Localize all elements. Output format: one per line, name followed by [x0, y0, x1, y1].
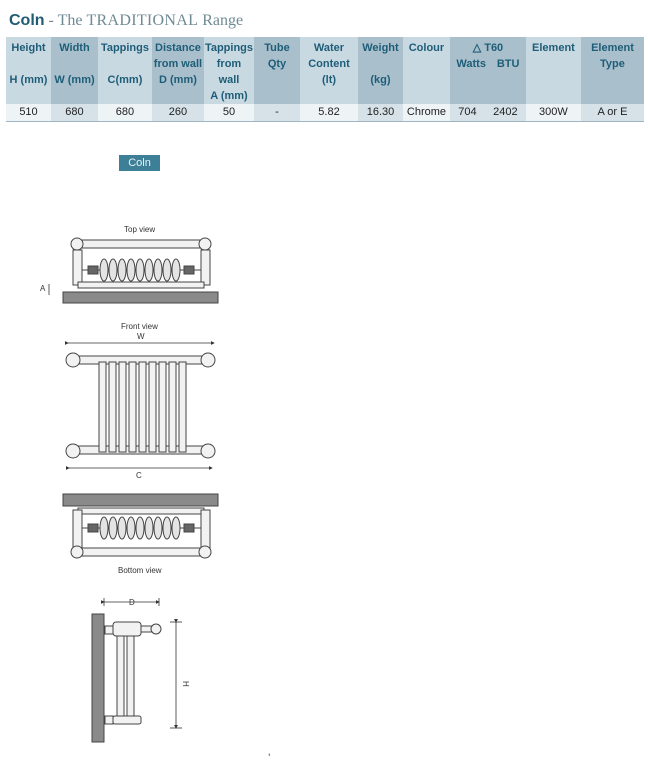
- col-weight: Weight (kg): [358, 37, 403, 104]
- col-tappings: Tappings C(mm): [98, 37, 152, 104]
- label-bottom-view: Bottom view: [118, 566, 162, 575]
- product-tag: Coln: [119, 155, 160, 171]
- col-element: Element: [526, 37, 581, 104]
- cell-distance: 260: [152, 104, 204, 122]
- cell-t60: 704 2402: [450, 104, 526, 122]
- cell-element: 300W: [526, 104, 581, 122]
- col-tappings-wall: Tappings from wall A (mm): [204, 37, 254, 104]
- front-view-drawing: [66, 353, 215, 458]
- col-distance: Distance from wall D (mm): [152, 37, 204, 104]
- cell-water: 5.82: [300, 104, 358, 122]
- label-dim-h: H: [181, 681, 190, 687]
- cell-tube-qty: -: [254, 104, 300, 122]
- col-width: Width W (mm): [51, 37, 98, 104]
- footer-mark: ': [268, 753, 271, 763]
- title-suffix: Range: [198, 12, 244, 29]
- bottom-view-sections: [88, 517, 194, 539]
- bottom-view-wall: [63, 494, 218, 506]
- col-tube-qty: Tube Qty: [254, 37, 300, 104]
- label-top-view: Top view: [124, 225, 156, 234]
- top-view-wall: [63, 292, 218, 303]
- title-range: TRADITIONAL: [86, 12, 199, 29]
- label-dim-d: D: [129, 598, 135, 607]
- label-dim-w: W: [137, 332, 145, 341]
- cell-element-type: A or E: [581, 104, 644, 122]
- cell-tappings: 680: [98, 104, 152, 122]
- col-water: Water Content (lt): [300, 37, 358, 104]
- cell-colour: Chrome: [403, 104, 450, 122]
- cell-height: 510: [6, 104, 51, 122]
- title-prefix: The: [57, 12, 87, 29]
- col-t60: △ T60 Watts BTU: [450, 37, 526, 104]
- cell-weight: 16.30: [358, 104, 403, 122]
- col-height: Height H (mm): [6, 37, 51, 104]
- cell-width: 680: [51, 104, 98, 122]
- label-dim-c: C: [136, 471, 142, 480]
- label-front-view: Front view: [121, 322, 158, 331]
- side-view-wall: [92, 614, 104, 742]
- side-view-drawing: [105, 622, 161, 724]
- col-element-type: Element Type: [581, 37, 644, 104]
- cell-tappings-wall: 50: [204, 104, 254, 122]
- product-name: Coln: [9, 12, 45, 29]
- title-separator: -: [44, 12, 58, 29]
- top-view-sections: [88, 259, 194, 281]
- col-colour: Colour: [403, 37, 450, 104]
- label-dim-a: A: [40, 284, 46, 293]
